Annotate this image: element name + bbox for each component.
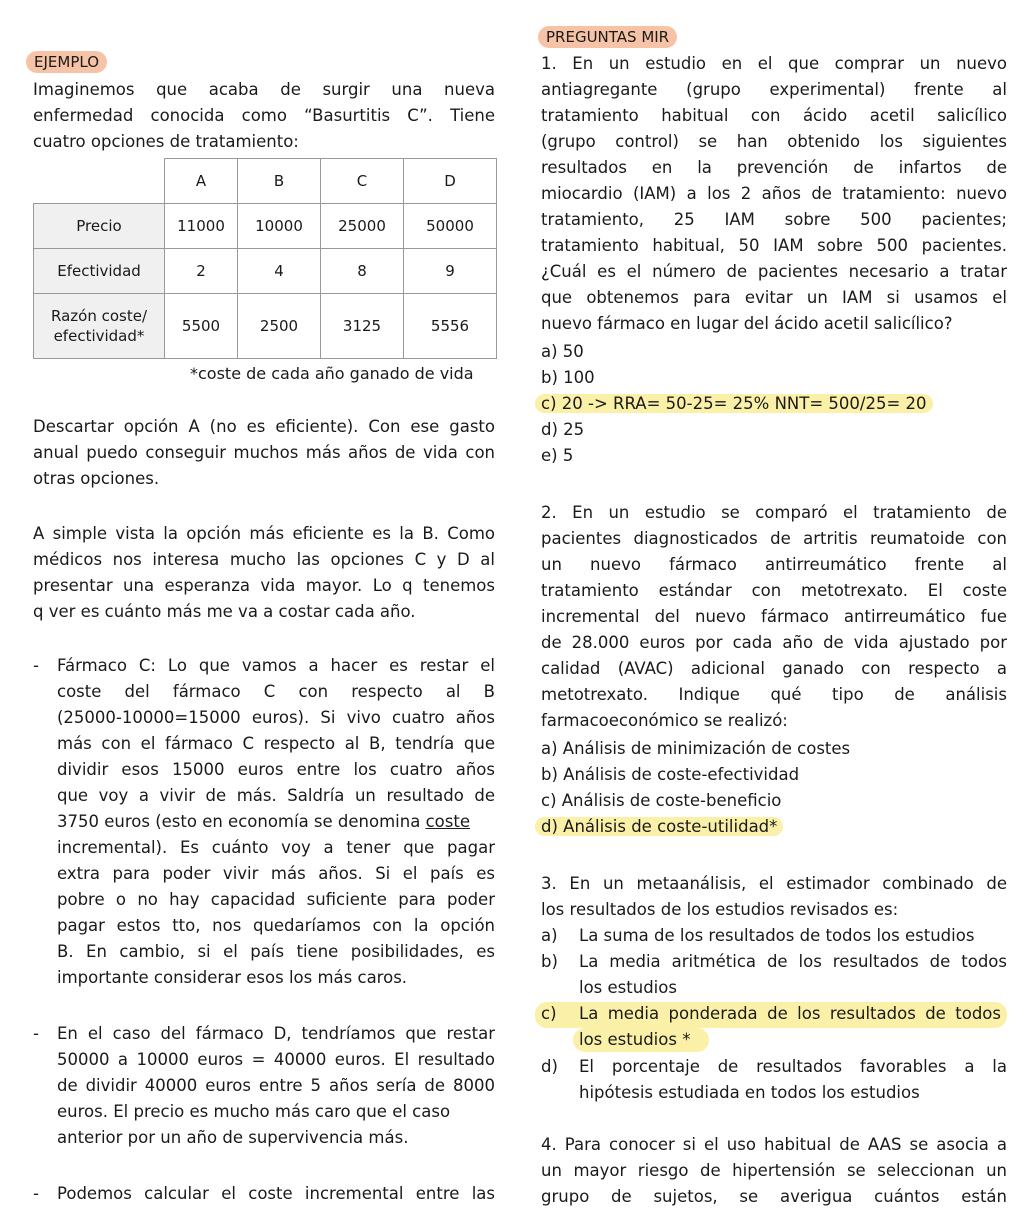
paragraph-discard-a — [33, 414, 495, 492]
table-cell: 9 — [404, 249, 497, 294]
bullet-drug-d — [57, 1021, 495, 1151]
text-line: pacientes diagnosticados de artritis reumatoide con — [541, 529, 1007, 548]
q3-option-c-letter: c) — [541, 1004, 557, 1023]
text-line: tratamiento estándar con metotrexato. El coste — [541, 581, 1007, 600]
q1-option-c-answer: c) 20 -> RRA= 50-25= 25% NNT= 500/25= 20 — [535, 391, 933, 417]
text-line: hipótesis estudiada en todos los estudios — [579, 1083, 920, 1102]
q2-option-c: c) Análisis de coste-beneficio — [541, 791, 782, 810]
question-1 — [541, 51, 1007, 337]
text-line: anterior por un año de supervivencia más. — [57, 1128, 409, 1147]
table-cell: 11000 — [165, 204, 238, 249]
text-line: extra para poder vivir más años. Si el país es — [57, 864, 495, 883]
text-line: un mayor riesgo de hipertensión se seleccionan un — [541, 1161, 1007, 1180]
text-line: (25000-10000=15000 euros). Si vivo cuatro años — [57, 708, 495, 727]
q1-option-d: d) 25 — [541, 420, 585, 439]
text-line: los estudios — [579, 978, 677, 997]
text-line: 3. En un metaanálisis, el estimador combinado de — [541, 874, 1007, 893]
text-line: tratamiento habitual con ácido acetil salicílico — [541, 106, 1007, 125]
bullet-incremental — [57, 1181, 495, 1207]
text-line: A simple vista la opción más eficiente es la B. Como — [33, 524, 495, 543]
text-line: más con el fármaco C respecto al B, tendría que — [57, 734, 495, 753]
bullet-dash: - — [33, 1024, 39, 1043]
text-line: presentar una esperanza vida mayor. Lo q tenemos — [33, 576, 495, 595]
text-line: q ver es cuánto más me va a costar cada año. — [33, 602, 416, 621]
text-line: los resultados de los estudios revisados es: — [541, 900, 899, 919]
q3-option-c-answer — [579, 1001, 1001, 1053]
text-line: médicos nos interesa mucho las opciones C y D al — [33, 550, 495, 569]
question-2 — [541, 500, 1007, 734]
table-cell: 5556 — [404, 294, 497, 359]
text-line: de dividir 40000 euros entre 5 años sería de 8000 — [57, 1076, 495, 1095]
text-line: que voy a vivir de más. Saldría un resultado de — [57, 786, 495, 805]
text-line: anual puedo conseguir muchos más años de vida con — [33, 443, 495, 462]
q3-option-d-letter: d) — [541, 1057, 558, 1076]
text-line: coste del fármaco C con respecto al B — [57, 682, 495, 701]
text-line: nuevo fármaco en lugar del ácido acetil salicílico? — [541, 314, 953, 333]
bullet-dash: - — [33, 1184, 39, 1203]
bullet-drug-c — [57, 653, 495, 991]
q3-option-a-letter: a) — [541, 926, 558, 945]
q3-option-b-letter: b) — [541, 952, 558, 971]
question-3 — [541, 871, 1007, 923]
text-line: euros. El precio es mucho más caro que el caso — [57, 1102, 451, 1121]
text-line: resultados en la prevención de infartos de — [541, 158, 1007, 177]
text-line: calidad (AVAC) adicional ganado con respecto a — [541, 659, 1007, 678]
text-line: grupo de sujetos, se averigua cuántos están — [541, 1187, 1007, 1206]
text-line: Descartar opción A (no es eficiente). Con ese gasto — [33, 417, 495, 436]
text-line: La media ponderada de los resultados de todos — [579, 1004, 1001, 1023]
text-line: otras opciones. — [33, 469, 160, 488]
text-line: B. En cambio, si el país tiene posibilidades, es — [57, 942, 495, 961]
table-header: B — [238, 159, 321, 204]
text-line: de 28.000 euros por cada año de vida ajustado por — [541, 633, 1007, 652]
row-label: Precio — [34, 204, 165, 249]
text-line: ¿Cuál es el número de pacientes necesario a tratar — [541, 262, 1007, 281]
text-line: importante considerar esos los más caros. — [57, 968, 408, 987]
text-line: 4. Para conocer si el uso habitual de AAS se asocia a — [541, 1135, 1007, 1154]
text-line: pobre o no hay capacidad suficiente para poder — [57, 890, 495, 909]
text-line: tratamiento, 25 IAM sobre 500 pacientes; — [541, 210, 1007, 229]
text-line: los estudios * — [579, 1030, 691, 1049]
cost-effectiveness-table — [33, 158, 497, 359]
table-footnote: *coste de cada año ganado de vida — [190, 364, 474, 383]
text-line: dividir esos 15000 euros entre los cuatro años — [57, 760, 495, 779]
table-cell: 10000 — [238, 204, 321, 249]
questions-tag: PREGUNTAS MIR — [538, 26, 677, 48]
q2-option-d-answer: d) Análisis de coste-utilidad* — [535, 814, 783, 840]
intro-paragraph — [33, 77, 495, 155]
q2-option-a: a) Análisis de minimización de costes — [541, 739, 851, 758]
text-line: incremental del nuevo fármaco antirreumático fue — [541, 607, 1007, 626]
text-line: (grupo control) se han obtenido los siguientes — [541, 132, 1007, 151]
text-line: pagar estos tto, nos quedaríamos con la opción — [57, 916, 495, 935]
table-cell: 3125 — [321, 294, 404, 359]
q1-option-e: e) 5 — [541, 446, 574, 465]
text-line: incremental). Es cuánto voy a tener que pagar — [57, 838, 495, 857]
table-cell: 25000 — [321, 204, 404, 249]
table-cell: 4 — [238, 249, 321, 294]
text-line: un nuevo fármaco antirreumático frente al — [541, 555, 1007, 574]
q1-option-a: a) 50 — [541, 342, 584, 361]
text-line: metotrexato. Indique qué tipo de análisis — [541, 685, 1007, 704]
underlined-term: coste — [425, 812, 470, 831]
table-cell: 50000 — [404, 204, 497, 249]
text-line: enfermedad conocida como “Basurtitis C”. Tiene — [33, 106, 495, 125]
bullet-dash: - — [33, 656, 39, 675]
paragraph-most-efficient — [33, 521, 495, 625]
text-line: 3750 euros (esto en economía se denomina coste — [57, 812, 470, 831]
text-line: 1. En un estudio en el que comprar un nuevo — [541, 54, 1007, 73]
row-label: Razón coste/ efectividad* — [34, 294, 165, 359]
table-cell: 5500 — [165, 294, 238, 359]
table-cell: 2 — [165, 249, 238, 294]
text-line: tratamiento habitual, 50 IAM sobre 500 pacientes. — [541, 236, 1007, 255]
q2-option-b: b) Análisis de coste-efectividad — [541, 765, 800, 784]
q3-option-b — [579, 949, 1007, 1001]
text-line: Imaginemos que acaba de surgir una nueva — [33, 80, 495, 99]
q3-option-d — [579, 1054, 1007, 1106]
text-line: cuatro opciones de tratamiento: — [33, 132, 299, 151]
text-line: 2. En un estudio se comparó el tratamiento de — [541, 503, 1007, 522]
table-header: D — [404, 159, 497, 204]
text-line: Fármaco C: Lo que vamos a hacer es restar el — [57, 656, 495, 675]
question-4 — [541, 1132, 1007, 1210]
text-line: farmacoeconómico se realizó: — [541, 711, 788, 730]
text-line: miocardio (IAM) a los 2 años de tratamiento: nuevo — [541, 184, 1007, 203]
text-line: que obtenemos para evitar un IAM si usamos el — [541, 288, 1007, 307]
text-line: La media aritmética de los resultados de todos — [579, 952, 1007, 971]
text-line: 50000 a 10000 euros = 40000 euros. El resultado — [57, 1050, 495, 1069]
row-label: Efectividad — [34, 249, 165, 294]
example-tag: EJEMPLO — [26, 51, 107, 73]
text-line: El porcentaje de resultados favorables a la — [579, 1057, 1007, 1076]
table-header: A — [165, 159, 238, 204]
q1-option-b: b) 100 — [541, 368, 595, 387]
text-line: Podemos calcular el coste incremental entre las — [57, 1184, 495, 1203]
table-cell: 8 — [321, 249, 404, 294]
q3-option-a: La suma de los resultados de todos los estudios — [579, 926, 975, 945]
text-line: En el caso del fármaco D, tendríamos que restar — [57, 1024, 495, 1043]
text-line: antiagregante (grupo experimental) frente al — [541, 80, 1007, 99]
table-cell: 2500 — [238, 294, 321, 359]
table-header: C — [321, 159, 404, 204]
